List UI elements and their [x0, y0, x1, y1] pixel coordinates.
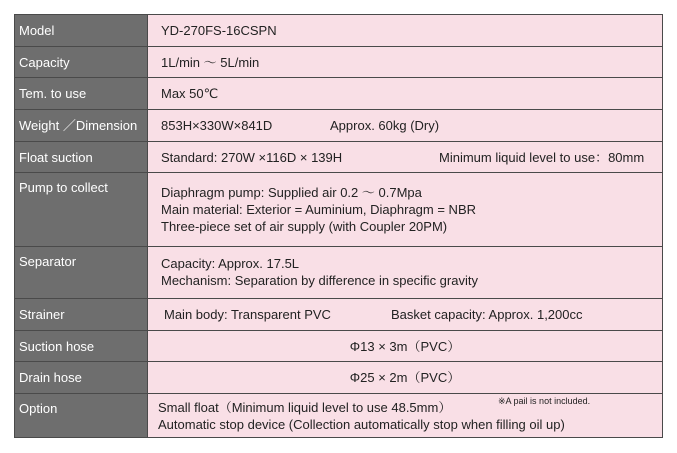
weight-label: Weight ／Dimension [15, 110, 148, 142]
float-label: Float suction [15, 141, 148, 173]
strainer-cell [148, 299, 663, 331]
temp-label: Tem. to use [15, 78, 148, 110]
float-cell [148, 141, 663, 173]
separator-line: Capacity: Approx. 17.5L [161, 256, 300, 272]
row-strainer [15, 299, 663, 331]
option-label: Option [15, 394, 148, 438]
drain-hose-label: Drain hose [15, 362, 148, 394]
float-size-value: Standard: 270W ×116D × 139H [161, 149, 343, 165]
row-weight [15, 110, 663, 142]
separator-line: Mechanism: Separation by difference in specific gravity [161, 273, 478, 289]
temp-value: Max 50℃ [148, 78, 663, 110]
pump-line: Main material: Exterior = Auminium, Diaphragm = NBR [161, 202, 477, 218]
model-label: Model [15, 15, 148, 47]
capacity-value: 1L/min 〜 5L/min [148, 46, 663, 78]
option-note: ※A pail is not included. [498, 395, 591, 406]
pump-cell [148, 173, 663, 247]
row-temp [15, 78, 663, 110]
row-model [15, 15, 663, 47]
row-drain-hose [15, 362, 663, 394]
separator-label: Separator [15, 246, 148, 298]
option-small-float: Small float（Minimum liquid level to use 48.5mm） [158, 399, 452, 415]
strainer-basket-value: Basket capacity: Approx. 1,200cc [391, 306, 583, 322]
suction-hose-value: Φ13 × 3m（PVC） [148, 330, 663, 362]
row-option [15, 394, 663, 438]
pump-line: Diaphragm pump: Supplied air 0.2 〜 0.7Mpa [161, 185, 422, 201]
separator-cell [148, 246, 663, 298]
suction-hose-label: Suction hose [15, 330, 148, 362]
spec-table [14, 14, 663, 438]
row-separator [15, 246, 663, 298]
row-capacity [15, 46, 663, 78]
option-cell [148, 394, 663, 438]
weight-value: Approx. 60kg (Dry) [330, 117, 440, 133]
row-suction-hose [15, 330, 663, 362]
strainer-label: Strainer [15, 299, 148, 331]
option-auto-stop: Automatic stop device (Collection automatically stop when filling oil up) [158, 416, 565, 432]
float-min-level-value: Minimum liquid level to use：80mm [439, 149, 645, 165]
capacity-label: Capacity [15, 46, 148, 78]
row-pump [15, 173, 663, 247]
row-float [15, 141, 663, 173]
model-value: YD-270FS-16CSPN [148, 15, 663, 47]
strainer-body-value: Main body: Transparent PVC [164, 306, 331, 322]
pump-line: Three-piece set of air supply (with Coupler 20PM) [161, 219, 448, 235]
dimension-value: 853H×330W×841D [161, 117, 273, 133]
pump-label: Pump to collect [15, 173, 148, 247]
drain-hose-value: Φ25 × 2m（PVC） [148, 362, 663, 394]
weight-cell [148, 110, 663, 142]
